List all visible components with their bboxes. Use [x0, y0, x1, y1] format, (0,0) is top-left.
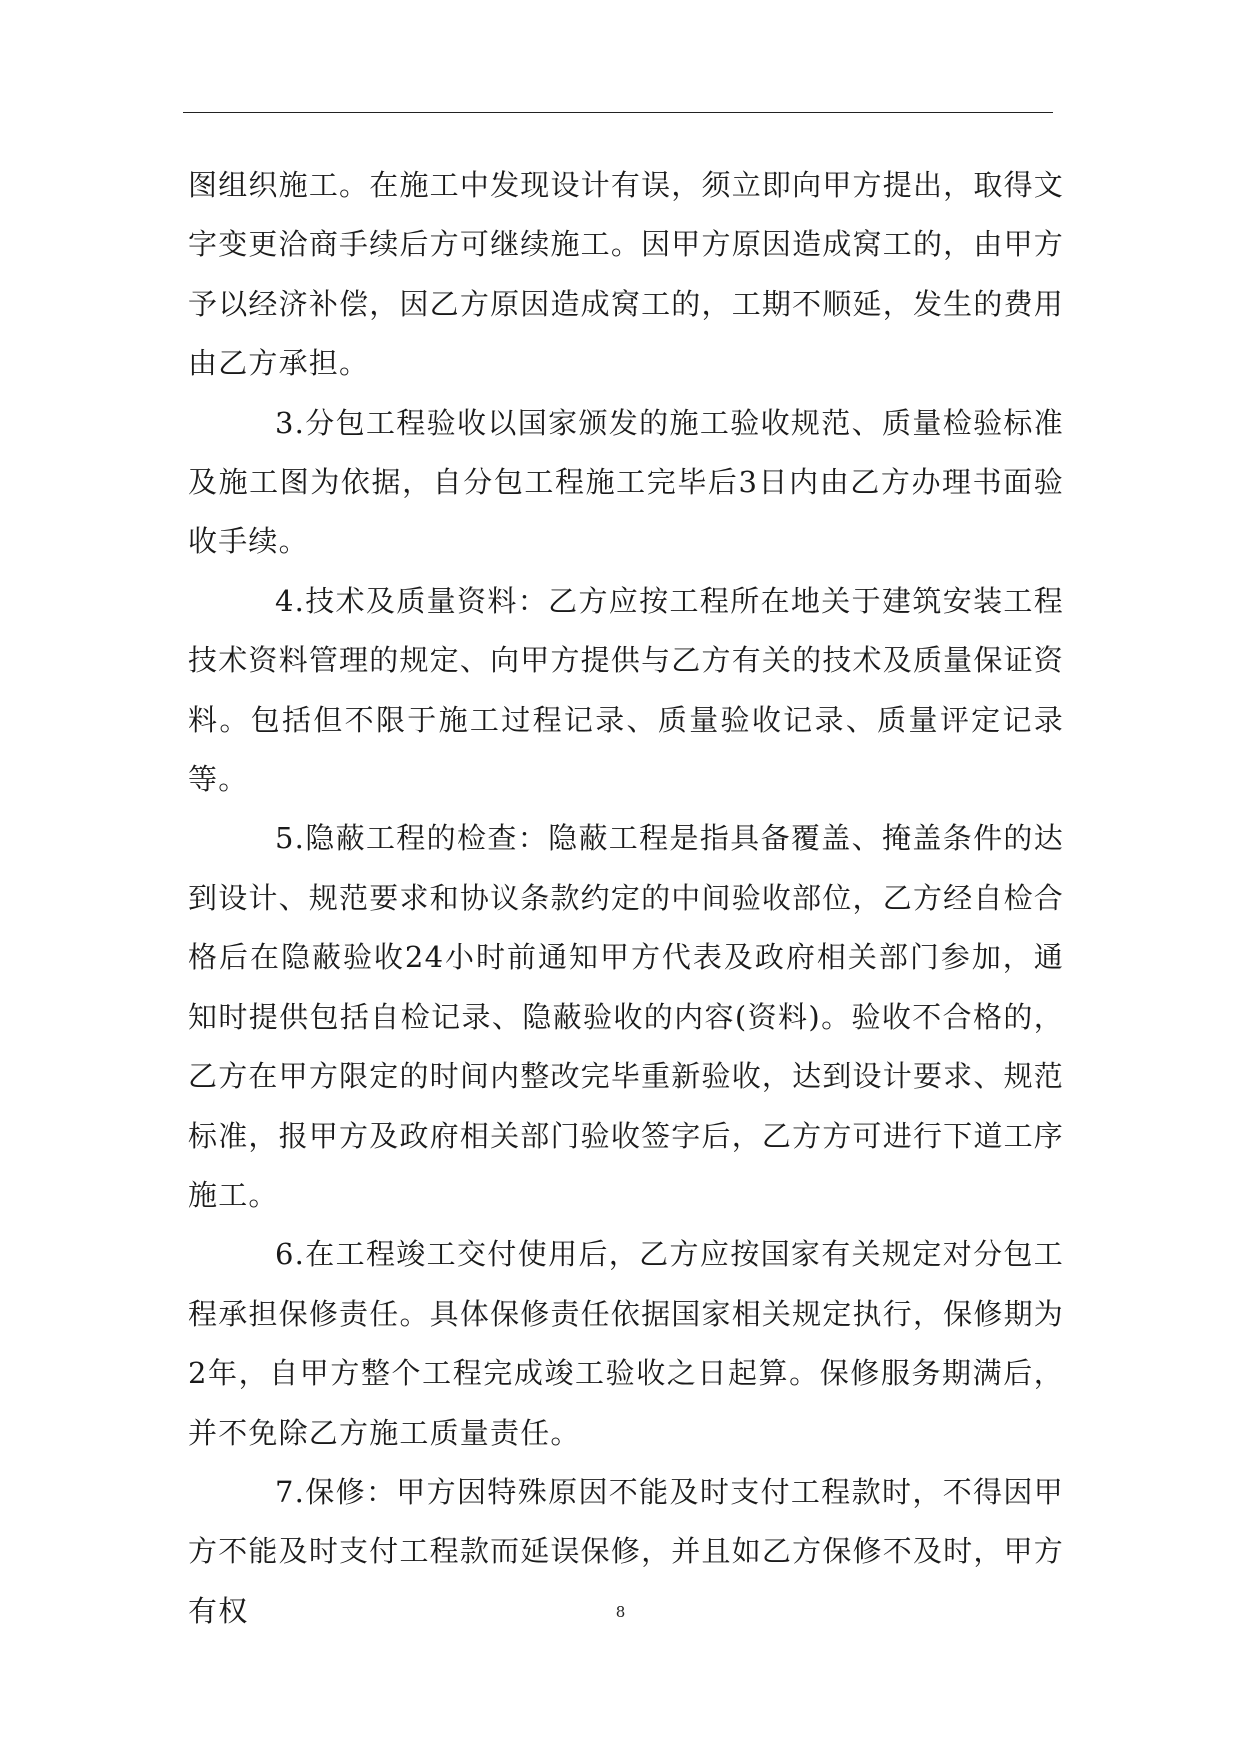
- paragraph-clause-6: 6.在工程竣工交付使用后，乙方应按国家有关规定对分包工程承担保修责任。具体保修责任依据国家相关规定执行，保修期为2年，自甲方整个工程完成竣工验收之日起算。保修服务期满后，并不免除乙方施工质量责任。: [188, 1237, 1064, 1450]
- paragraph-clause-3: 3.分包工程验收以国家颁发的施工验收规范、质量检验标准及施工图为依据，自分包工程施工完毕后3日内由乙方办理书面验收手续。: [188, 405, 1064, 559]
- header-rule: [183, 112, 1053, 113]
- paragraph-clause-4: 4.技术及质量资料：乙方应按工程所在地关于建筑安装工程技术资料管理的规定、向甲方提供与乙方有关的技术及质量保证资料。包括但不限于施工过程记录、质量验收记录、质量评定记录等。: [188, 583, 1064, 797]
- document-body: [188, 156, 1064, 1641]
- paragraph-continued: 图组织施工。在施工中发现设计有误，须立即向甲方提出，取得文字变更洽商手续后方可继续施工。因甲方原因造成窝工的，由甲方予以经济补偿，因乙方原因造成窝工的，工期不顺延，发生的费用由乙方承担。: [188, 168, 1064, 381]
- paragraph-clause-7: 7.保修：甲方因特殊原因不能及时支付工程款时，不得因甲方不能及时支付工程款而延误保修，并且如乙方保修不及时，甲方有权: [188, 1474, 1064, 1628]
- paragraph-clause-5: 5.隐蔽工程的检查：隐蔽工程是指具备覆盖、掩盖条件的达到设计、规范要求和协议条款约定的中间验收部位，乙方经自检合格后在隐蔽验收24小时前通知甲方代表及政府相关部门参加，通知时提供包括自检记录、隐蔽验收的内容(资料)。验收不合格的，乙方在甲方限定的时间内整改完毕重新验收，达到设计要求、规范标准，报甲方及政府相关部门验收签字后，乙方方可进行下道工序施工。: [188, 821, 1064, 1212]
- page-number: 8: [615, 1603, 626, 1621]
